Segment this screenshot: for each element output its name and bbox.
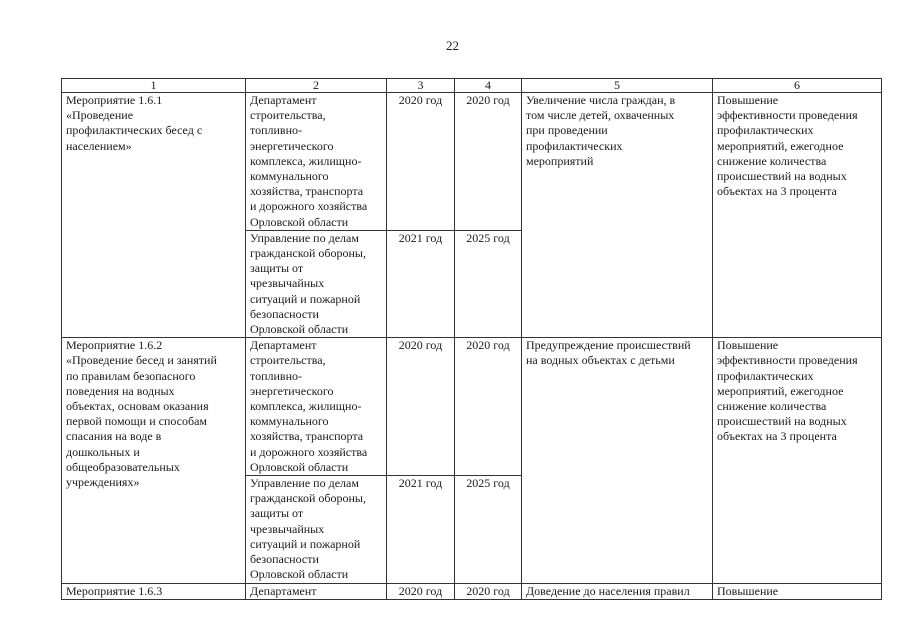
end-year-cell: 2025 год [455,476,522,583]
events-table [61,78,882,600]
indicator-cell: Повышение эффективности проведения профилактических мероприятий, ежегодное снижение количества происшествий на водных объектах на 3 процента [713,338,882,583]
executor-cell: Управление по делам гражданской обороны, защиты от чрезвычайных ситуаций и пожарной безопасности Орловской области [246,230,387,337]
column-header: 3 [387,79,455,93]
page-number: 22 [446,38,459,53]
end-year-cell: 2025 год [455,230,522,337]
column-header: 5 [522,79,713,93]
executor-cell: Управление по делам гражданской обороны, защиты от чрезвычайных ситуаций и пожарной безопасности Орловской области [246,476,387,583]
table-row [62,93,882,231]
indicator-cell: Повышение эффективности проведения профилактических мероприятий, ежегодное снижение количества происшествий на водных объектах на 3 процента [713,93,882,338]
event-cell: Мероприятие 1.6.2 «Проведение бесед и занятий по правилам безопасного поведения на водных объектах, основам оказания первой помощи и способам спасания на воде в дошкольных и общеобразовательных учреждениях» [62,338,246,583]
column-header: 4 [455,79,522,93]
end-year-cell: 2020 год [455,93,522,231]
table-row [62,338,882,476]
start-year-cell: 2020 год [387,338,455,476]
start-year-cell: 2021 год [387,230,455,337]
result-cell: Доведение до населения правил [522,583,713,599]
start-year-cell: 2021 год [387,476,455,583]
result-cell: Увеличение числа граждан, в том числе детей, охваченных при проведении профилактических мероприятий [522,93,713,338]
result-cell: Предупреждение происшествий на водных объектах с детьми [522,338,713,583]
column-header: 2 [246,79,387,93]
event-cell: Мероприятие 1.6.1 «Проведение профилактических бесед с населением» [62,93,246,338]
column-header-row [62,79,882,93]
end-year-cell: 2020 год [455,583,522,599]
column-header: 1 [62,79,246,93]
column-header: 6 [713,79,882,93]
start-year-cell: 2020 год [387,583,455,599]
indicator-cell: Повышение [713,583,882,599]
executor-cell: Департамент строительства, топливно- энергетического комплекса, жилищно- коммунального хозяйства, транспорта и дорожного хозяйства Орловской области [246,93,387,231]
end-year-cell: 2020 год [455,338,522,476]
event-cell: Мероприятие 1.6.3 [62,583,246,599]
start-year-cell: 2020 год [387,93,455,231]
executor-cell: Департамент строительства, топливно- энергетического комплекса, жилищно- коммунального хозяйства, транспорта и дорожного хозяйства Орловской области [246,338,387,476]
executor-cell: Департамент [246,583,387,599]
table-row [62,583,882,599]
